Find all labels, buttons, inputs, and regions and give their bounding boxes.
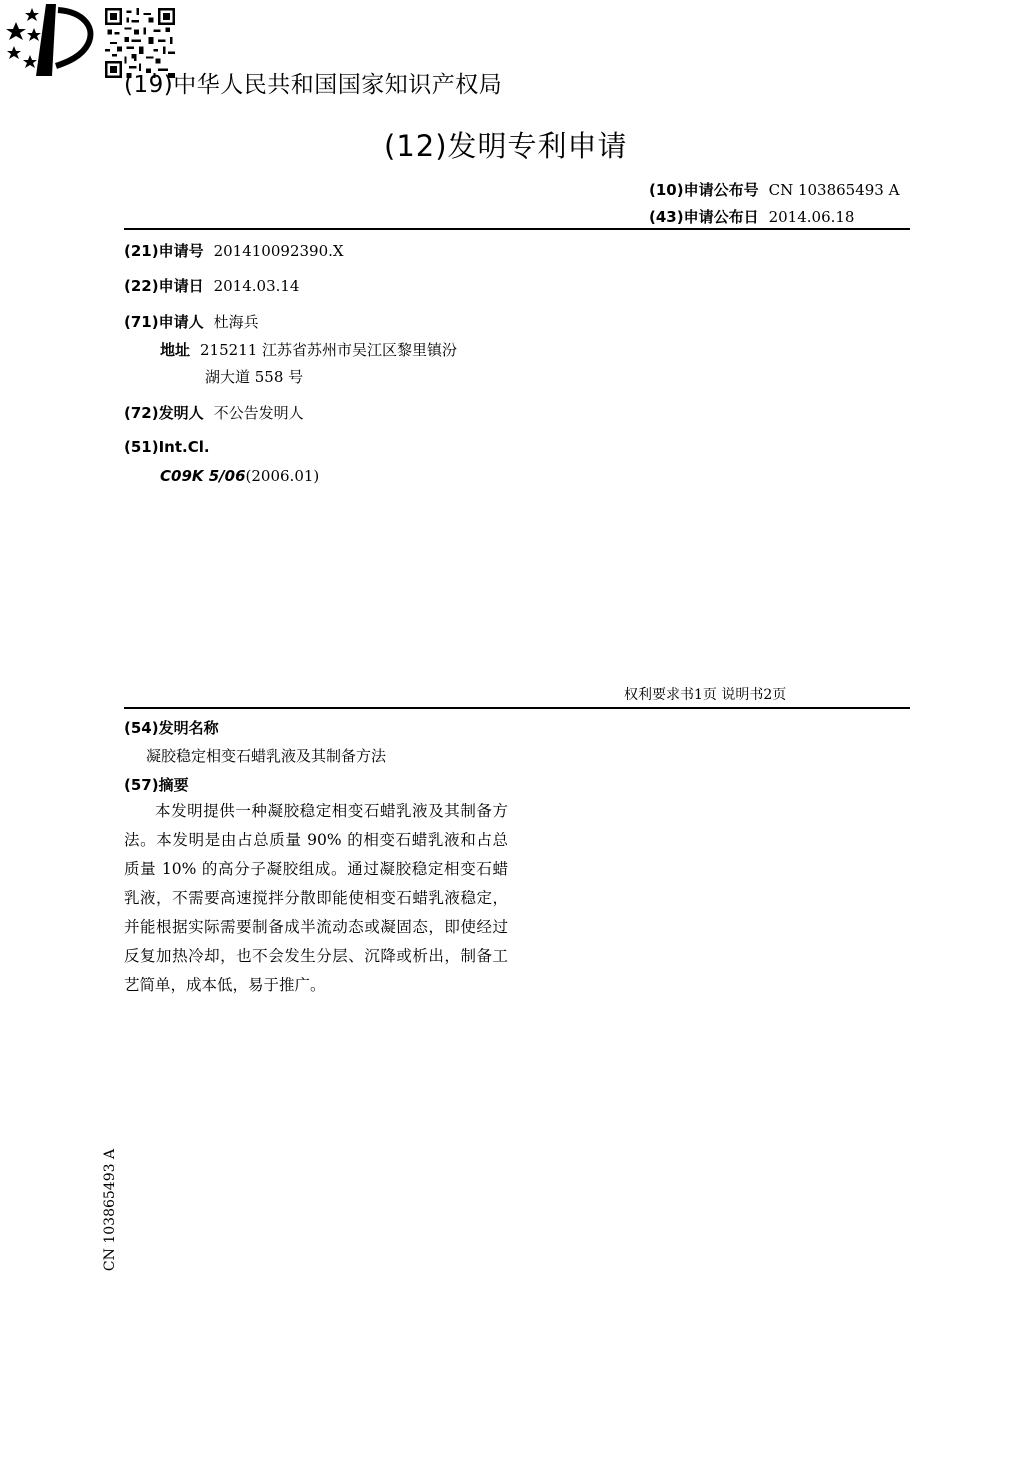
address-line-1: 215211 江苏省苏州市吴江区黎里镇汾: [200, 341, 458, 359]
publication-number-value: CN 103865493 A: [768, 181, 900, 199]
pages-count-note: 权利要求书1页 说明书2页: [624, 687, 787, 703]
application-number-label: (21)申请号: [124, 242, 204, 260]
abstract-text: 本发明提供一种凝胶稳定相变石蜡乳液及其制备方法。本发明是由占总质量 90% 的相变石蜡乳液和占总质量 10% 的高分子凝胶组成。通过凝胶稳定相变石蜡乳液，不需要高速搅拌分散即能使相变石蜡乳液稳定，并能根据实际需要制备成半流动态或凝固态，即使经过反复加热冷却，也不会发生分层、沉降或析出，制备工艺简单，成本低，易于推广。: [124, 802, 508, 994]
address-label: 地址: [160, 341, 191, 359]
application-number-row: [124, 240, 344, 261]
header-divider: [124, 228, 910, 230]
publication-date-value: 2014.06.18: [768, 208, 855, 226]
publication-date-row: [649, 206, 854, 227]
applicant-row: [124, 311, 259, 332]
abstract-label: (57)摘要: [124, 776, 189, 794]
application-date-label: (22)申请日: [124, 277, 204, 295]
invention-title-label: (54)发明名称: [124, 719, 219, 737]
cnipa-logo-icon: [0, 0, 100, 78]
vertical-publication-number: CN 103865493 A: [102, 1148, 118, 1272]
applicant-value: 杜海兵: [213, 313, 259, 331]
int-cl-label: (51)Int.Cl.: [124, 438, 210, 456]
application-date-row: [124, 275, 299, 296]
document-kind-title: (12)发明专利申请: [384, 129, 628, 163]
inventor-row: [124, 402, 304, 423]
int-cl-row: [160, 467, 319, 485]
issuing-office-heading: (19)中华人民共和国国家知识产权局: [124, 72, 503, 98]
application-date-value: 2014.03.14: [213, 277, 300, 295]
inventor-label: (72)发明人: [124, 404, 204, 422]
publication-date-label: (43)申请公布日: [649, 208, 759, 226]
applicant-label: (71)申请人: [124, 313, 204, 331]
publication-number-row: [649, 179, 899, 200]
address-row: [160, 339, 457, 360]
application-number-value: 201410092390.X: [213, 242, 344, 260]
int-cl-version: (2006.01): [245, 467, 320, 485]
inventor-value: 不公告发明人: [213, 404, 304, 422]
int-cl-code: C09K 5/06: [160, 467, 246, 485]
address-line-2: 湖大道 558 号: [205, 368, 304, 386]
publication-number-label: (10)申请公布号: [649, 181, 759, 199]
invention-title-value: 凝胶稳定相变石蜡乳液及其制备方法: [146, 747, 387, 765]
section-divider: [124, 707, 910, 709]
